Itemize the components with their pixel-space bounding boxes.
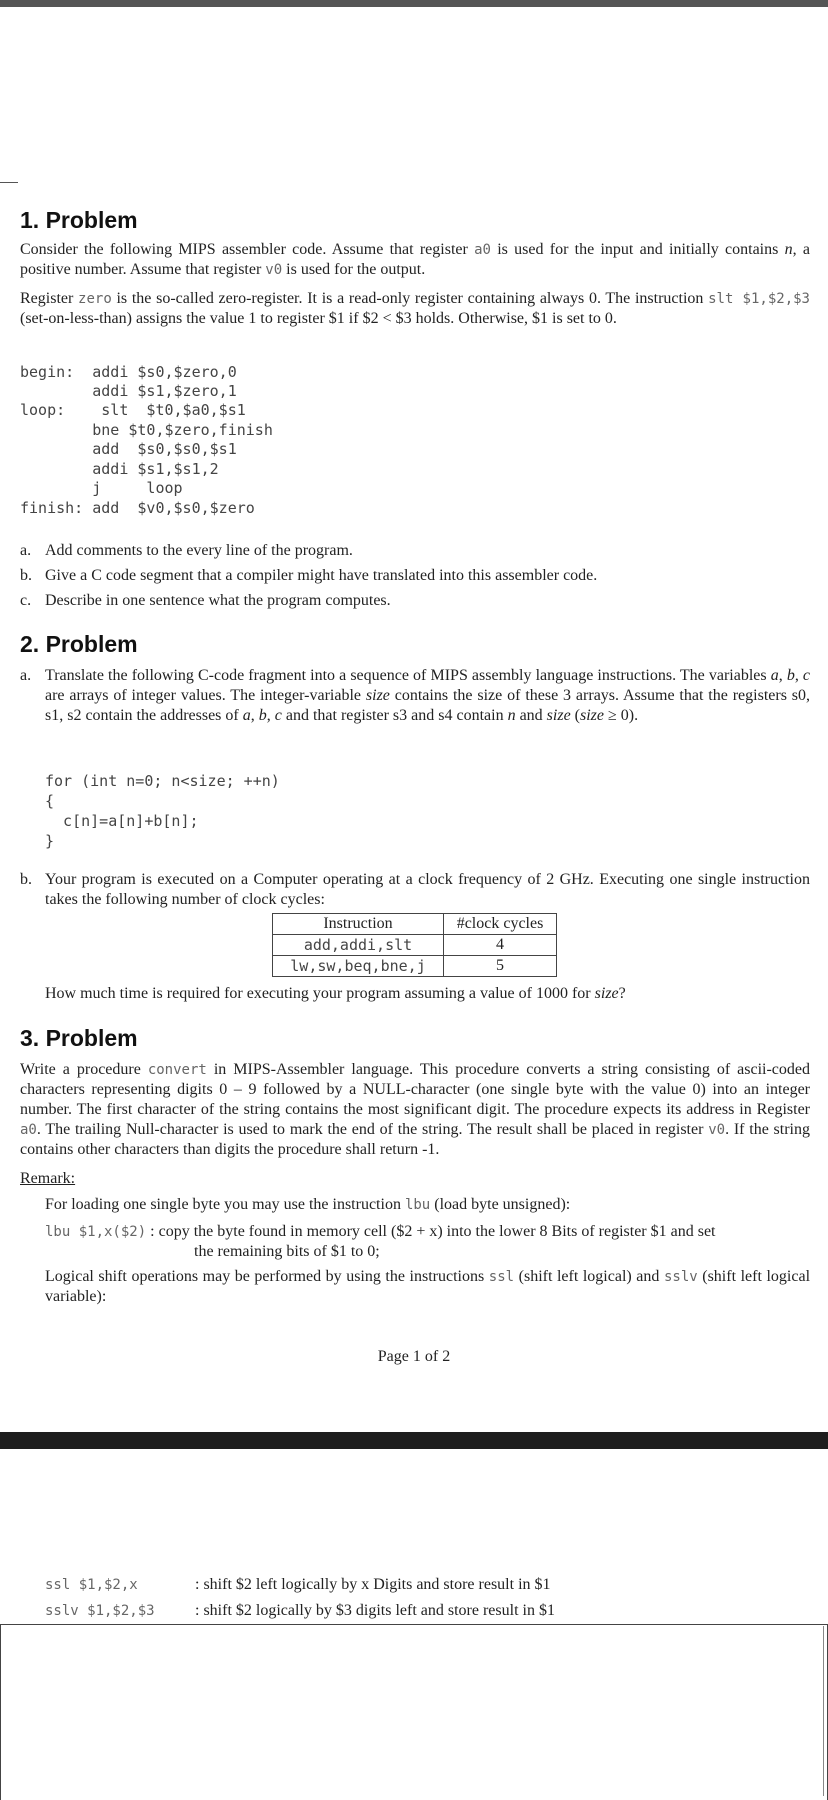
code-line: j loop [20, 479, 183, 497]
code-line: c[n]=a[n]+b[n]; [45, 812, 199, 830]
lbu-intro: For loading one single byte you may use the instruction lbu (load byte unsigned): [45, 1196, 571, 1213]
code-line: for (int n=0; n<size; ++n) [45, 772, 280, 790]
lbu-description: lbu $1,x($2) : copy the byte found in memory cell ($2 + x) into the lower 8 Bits of register $1 and set [45, 1223, 716, 1240]
table-cell-instruction: lw,sw,beq,bne,j [273, 956, 444, 977]
table-header-row [273, 914, 557, 935]
lbu-description-cont: the remaining bits of $1 to 0; [194, 1243, 380, 1260]
code-line: { [45, 792, 55, 810]
code-line: loop: slt $t0,$a0,$s1 [20, 401, 246, 419]
answer-box [0, 1624, 828, 1800]
page-number: Page 1 of 2 [377, 1348, 451, 1365]
problem3-title: 3. Problem [20, 1025, 138, 1051]
problem1-paragraph1: Consider the following MIPS assembler code. Assume that register a0 is used for the input and initially contains n, a positive number. Assume that register v0 is used for the output. [20, 241, 810, 278]
problem1-paragraph2: Register zero is the so-called zero-register. It is a read-only register containing always 0. The instruction slt $1,$2,$3 (set-on-less-than) assigns the value 1 to register $1 if $2 < $3 holds. Otherwise, $1 is set to 0. [20, 290, 810, 327]
table-cell-instruction: add,addi,slt [273, 935, 444, 956]
table-cell-cycles: 5 [444, 956, 557, 977]
table-row [273, 935, 557, 956]
margin-mark [0, 182, 18, 183]
code-line: begin: addi $s0,$zero,0 [20, 363, 237, 381]
code-line: finish: add $v0,$s0,$zero [20, 499, 255, 517]
answer-box-edge [823, 1626, 824, 1796]
problem1-title: 1. Problem [20, 207, 138, 233]
problem3-paragraph: Write a procedure convert in MIPS-Assembler language. This procedure converts a string consisting of ascii-coded characters representing digits 0 – 9 followed by a NULL-character (one single byte with the value 0) into an integer number. The first character of the string contains the most significant digit. The procedure expects its address in Register a0. The trailing Null-character is used to mark the end of the string. The result shall be placed in register v0. If the string contains other characters than digits the procedure shall return -1. [20, 1061, 810, 1158]
table-row [273, 956, 557, 977]
table-header-cycles: #clock cycles [444, 914, 557, 935]
clock-cycles-table [272, 913, 557, 977]
ssl-description: ssl $1,$2,x : shift $2 left logically by x Digits and store result in $1 [45, 1576, 551, 1593]
remark-label: Remark: [20, 1170, 76, 1187]
code-line: addi $s1,$zero,1 [20, 382, 237, 400]
table-cell-cycles: 4 [444, 935, 557, 956]
shift-intro: Logical shift operations may be performed by using the instructions ssl (shift left logical) and sslv (shift left logical variable): [45, 1268, 811, 1305]
sslv-description: sslv $1,$2,$3 : shift $2 logically by $3 digits left and store result in $1 [45, 1602, 555, 1619]
top-edge-bar [0, 0, 828, 7]
table-header-instruction: Instruction [273, 914, 444, 935]
code-line: add $s0,$s0,$s1 [20, 440, 237, 458]
problem2-question: How much time is required for executing your program assuming a value of 1000 for size? [45, 985, 626, 1002]
code-line: } [45, 832, 55, 850]
code-line: addi $s1,$s1,2 [20, 460, 219, 478]
page-break-bar [0, 1432, 828, 1449]
problem2-title: 2. Problem [20, 631, 138, 657]
code-line: bne $t0,$zero,finish [20, 421, 273, 439]
